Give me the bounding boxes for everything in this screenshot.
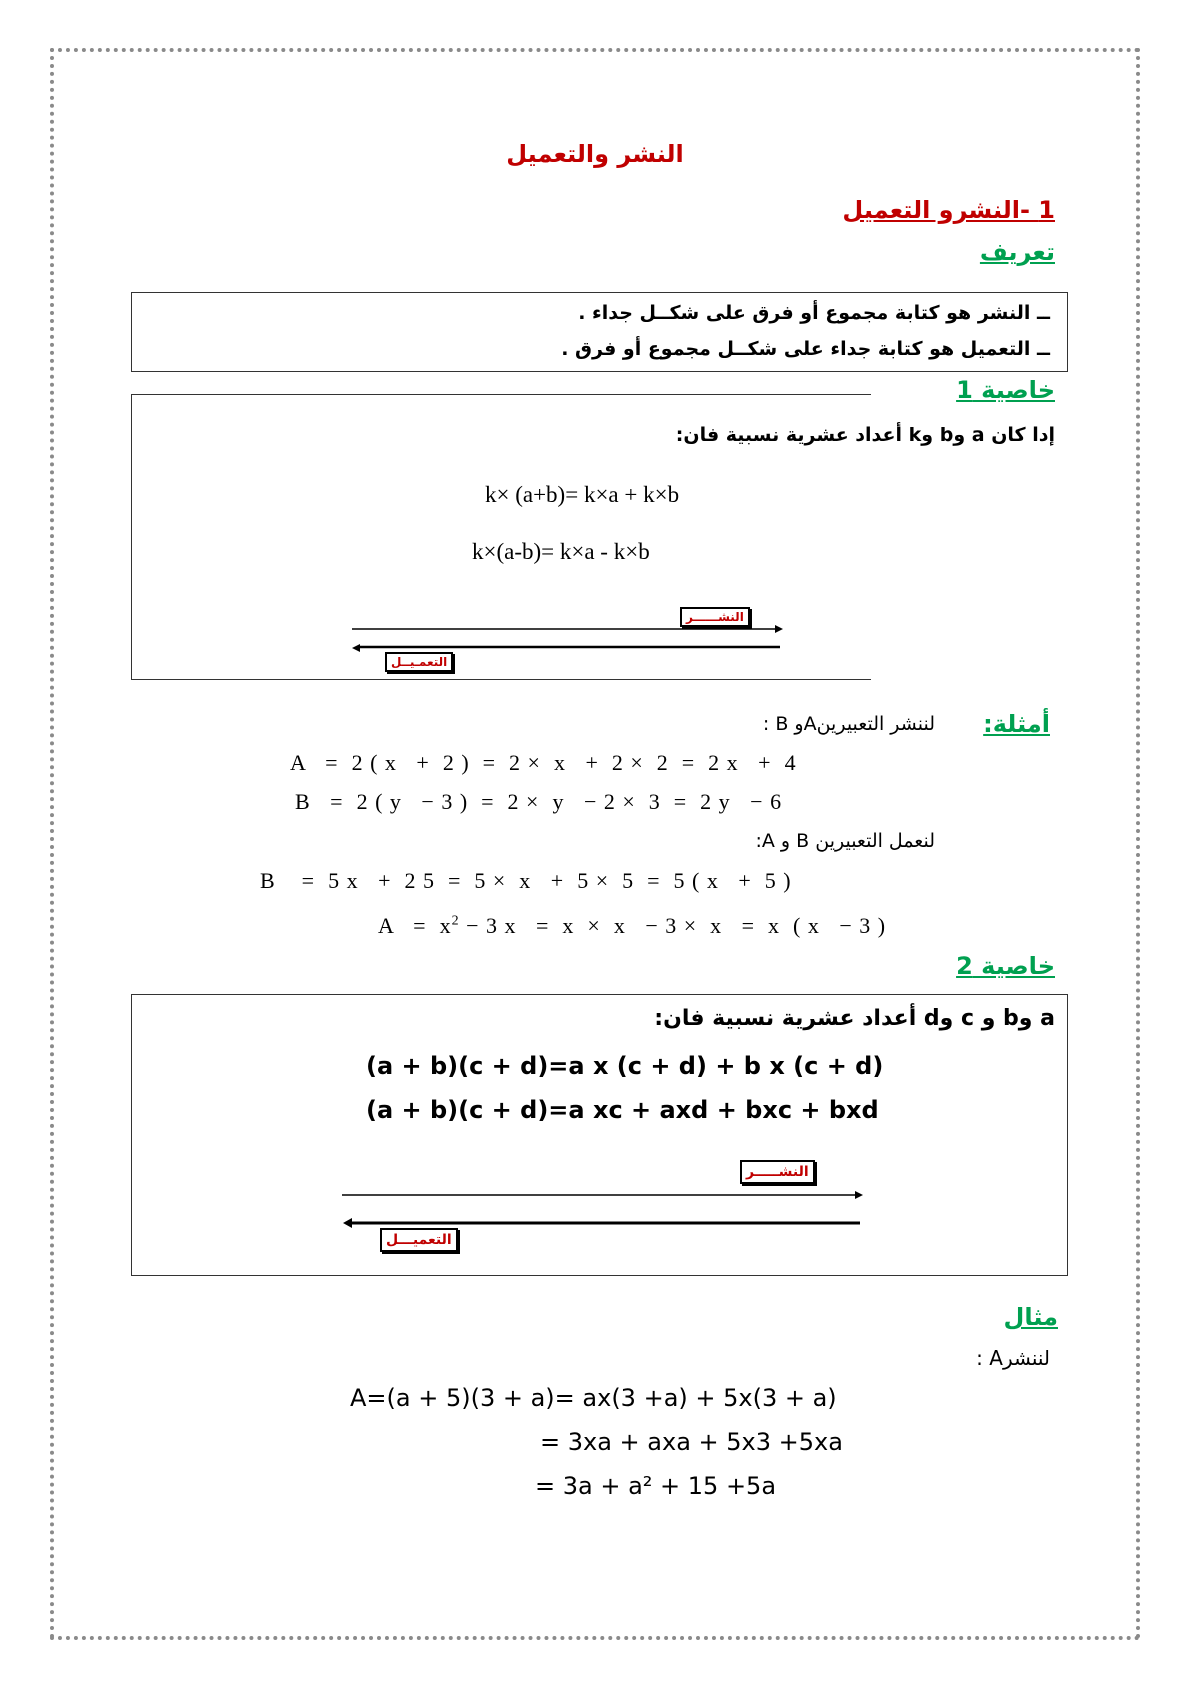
example-line-3: = 3a + a² + 15 +5a	[535, 1472, 777, 1500]
expand-tag: النشــــــر	[680, 607, 750, 627]
factor-A-exponent: 2	[451, 913, 460, 929]
factor-arrow-head-2	[343, 1218, 363, 1228]
example-intro: لننشرA :	[976, 1346, 1050, 1370]
property2-box	[131, 994, 1068, 1276]
expand-factor-arrows-2	[340, 1186, 865, 1226]
example-line-1: A=(a + 5)(3 + a)= ax(3 +a) + 5x(3 + a)	[350, 1384, 837, 1412]
definition-label: تعريف	[979, 238, 1055, 266]
example-label: مثال	[1003, 1303, 1058, 1331]
expand-factor-arrows	[350, 620, 785, 650]
expand-intro: لننشر التعبيرينAو B :	[762, 713, 935, 735]
example-line-2: = 3xa + axa + 5x3 +5xa	[540, 1428, 843, 1456]
factor-B: B = 5 x + 2 5 = 5 × x + 5 × 5 = 5 ( x + 5 )	[260, 868, 792, 893]
property1-formula-diff: k×(a-b)= k×a - k×b	[472, 539, 650, 564]
expand-tag-2: النشـــــر	[740, 1160, 815, 1184]
property1-label: خاصية 1	[956, 376, 1055, 404]
property2-condition: a وb و c وd أعداد عشرية نسبية فان:	[654, 1006, 1055, 1031]
factor-tag-2: التعميـــل	[380, 1228, 458, 1252]
property2-formula-2: (a + b)(c + d)=a xc + axd + bxc + bxd	[366, 1096, 879, 1124]
section-heading: 1 -النشرو التعميل	[842, 196, 1055, 224]
factor-A-right: − 3 x = x × x − 3 × x = x ( x − 3 )	[459, 913, 887, 938]
property1-condition: إدا كان a وb وk أعداد عشرية نسبية فان:	[675, 424, 1055, 446]
property1-formula-sum: k× (a+b)= k×a + k×b	[485, 482, 680, 507]
property2-label: خاصية 2	[956, 952, 1055, 980]
factor-A-left: A = x	[378, 913, 452, 938]
definition-factor: ــ التعميل هو كتابة جداء على شكــل مجموع أو فرق .	[561, 338, 1050, 360]
factor-intro: لنعمل التعبيرين B و A:	[755, 830, 935, 852]
factor-tag: التعمـيــل	[385, 652, 453, 672]
definition-expand: ــ النشر هو كتابة مجموع أو فرق على شكــل جداء .	[578, 302, 1050, 324]
expand-A: A = 2 ( x + 2 ) = 2 × x + 2 × 2 = 2 x + 4	[290, 750, 797, 775]
factor-A	[378, 913, 886, 939]
page-title: النشر والتعميل	[506, 140, 684, 168]
expand-B: B = 2 ( y − 3 ) = 2 × y − 2 × 3 = 2 y − 6	[295, 789, 783, 814]
examples-label: أمثلة:	[983, 710, 1050, 738]
property2-formula-1: (a + b)(c + d)=a x (c + d) + b x (c + d)	[366, 1052, 884, 1080]
